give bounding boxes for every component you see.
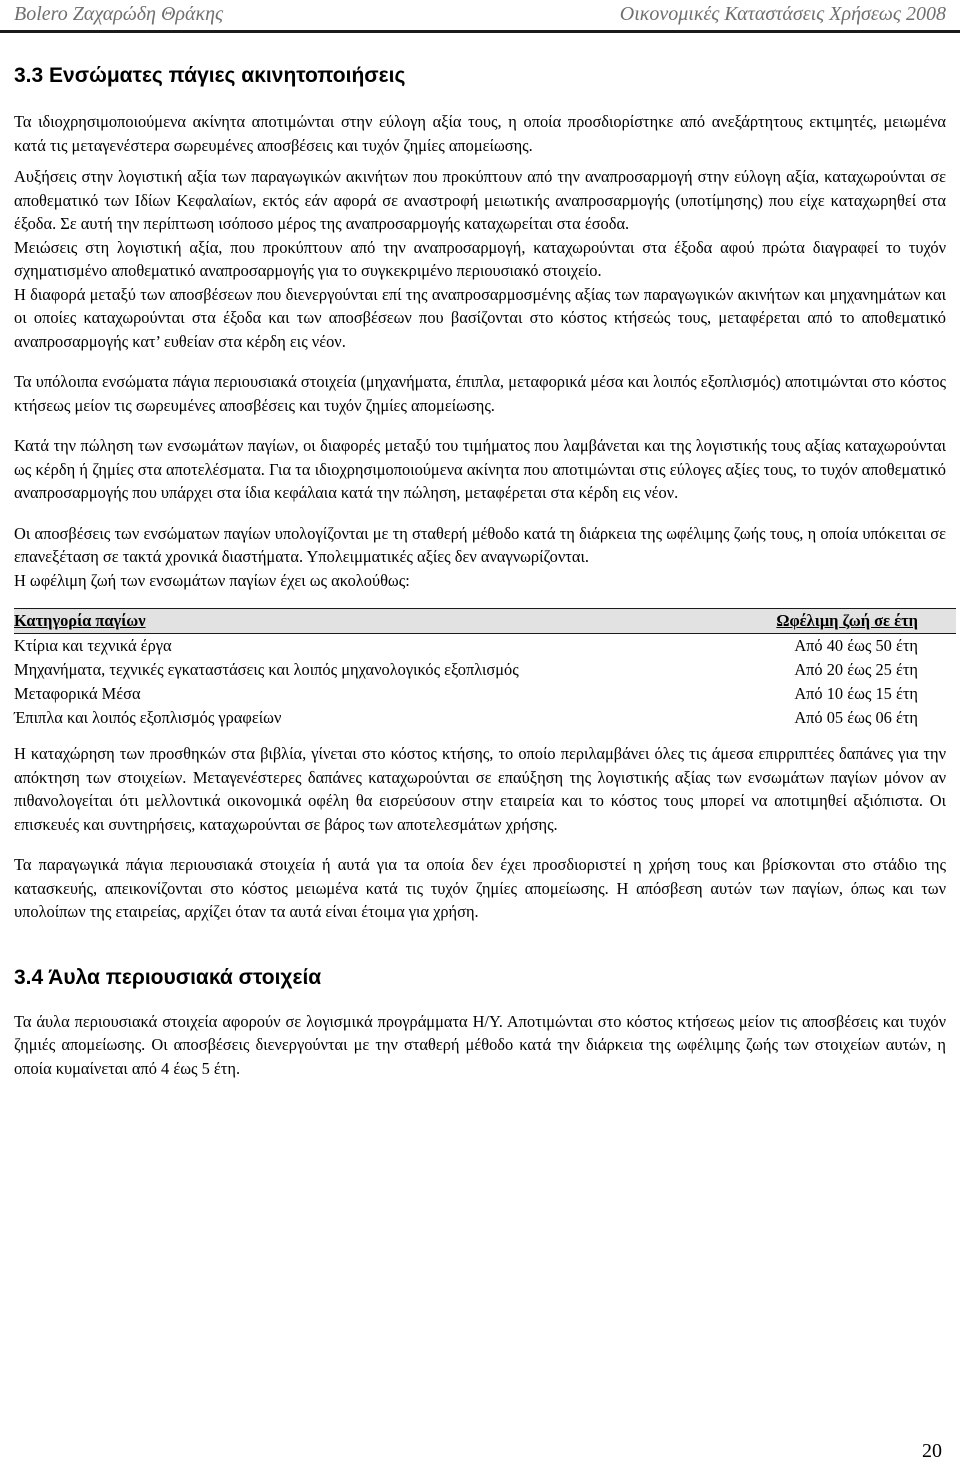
paragraph: Η ωφέλιμη ζωή των ενσωμάτων παγίων έχει ως ακολούθως: — [14, 570, 410, 590]
table-row — [14, 706, 956, 730]
header-company: Bolero Ζαχαρώδη Θράκης — [14, 3, 224, 25]
section-heading-intangible-assets: 3.4 Άυλα περιουσιακά στοιχεία — [14, 965, 322, 989]
column-header-category: Κατηγορία παγίων — [14, 611, 146, 630]
paragraph: Τα υπόλοιπα ενσώματα πάγια περιουσιακά στοιχεία (μηχανήματα, έπιπλα, μεταφορικά μέσα και λοιπός εξοπλισμός) αποτιμώνται στο κόστος κτήσεως μείον τις σωρευμένες αποσβέσεις και τυχόν ζημίες απομείωσης. — [14, 372, 946, 415]
header-document-title: Οικονομικές Καταστάσεις Χρήσεως 2008 — [619, 3, 946, 25]
cell-useful-life: Από 10 έως 15 έτη — [794, 684, 918, 703]
cell-useful-life: Από 20 έως 25 έτη — [794, 660, 918, 679]
section-heading-tangible-assets: 3.3 Ενσώματες πάγιες ακινητοποιήσεις — [14, 64, 406, 87]
table-row — [14, 682, 956, 706]
paragraph: Τα παραγωγικά πάγια περιουσιακά στοιχεία ή αυτά για τα οποία δεν έχει προσδιοριστεί η χρήση τους και βρίσκονται στο στάδιο της κατασκευής, απεικονίζονται στο κόστος μειωμένα κατά τις τυχόν ζημίες απομείωσης. Η απόσβεση αυτών των παγίων, όπως και των υπολοίπων της εταιρείας, αρχίζει όταν τα αυτά είναι έτοιμα για χρήση. — [14, 855, 946, 921]
cell-useful-life: Από 40 έως 50 έτη — [794, 636, 918, 655]
page-header — [0, 0, 960, 33]
cell-useful-life: Από 05 έως 06 έτη — [794, 708, 918, 727]
table-row — [14, 634, 956, 659]
paragraph: Η διαφορά μεταξύ των αποσβέσεων που διενεργούνται επί της αναπροσαρμοσμένης αξίας των παραγωγικών ακινήτων και μηχανημάτων και οι οποίες καταχωρούνται στα έξοδα και των αποσβέσεων που βασίζονται στο κόστος κτήσεώς τους, μεταφέρεται από το αποθεματικό αναπροσαρμογής κατ’ ευθείαν στα κέρδη εις νέον. — [14, 284, 946, 351]
paragraph: Οι αποσβέσεις των ενσώματων παγίων υπολογίζονται με τη σταθερή μέθοδο κατά τη διάρκεια της ωφέλιμης ζωής τους, η οποία υπόκειται σε επανεξέταση σε τακτά χρονικά διαστήματα. Υπολειμματικές αξίες δεν αναγνωρίζονται. — [14, 523, 946, 566]
table-row — [14, 658, 956, 682]
cell-category: Έπιπλα και λοιπός εξοπλισμός γραφείων — [14, 708, 282, 727]
table-header-row — [14, 609, 956, 634]
paragraph: Τα ιδιοχρησιμοποιούμενα ακίνητα αποτιμώνται στην εύλογη αξία τους, η οποία προσδιορίστηκε από ανεξάρτητους εκτιμητές, μειωμένα κατά τις μεταγενέστερα σωρευμένες αποσβέσεις και τυχόν ζημίες απομείωσης. — [14, 112, 946, 155]
page-number: 20 — [922, 1440, 942, 1462]
paragraph: Κατά την πώληση των ενσωμάτων παγίων, οι διαφορές μεταξύ του τιμήματος που λαμβάνεται και της λογιστικής τους αξίας καταχωρούνται ως κέρδη ή ζημίες στα αποτελέσματα. Για τα ιδιοχρησιμοποιούμενα ακίνητα που αποτιμώνται στις εύλογες αξίες τους, το τυχόν αποθεματικό αναπροσαρμογής που υπάρχει στα ίδια κεφάλαια κατά την πώληση, μεταφέρεται στα κέρδη εις νέον. — [14, 436, 946, 502]
cell-category: Μεταφορικά Μέσα — [14, 684, 141, 703]
cell-category: Μηχανήματα, τεχνικές εγκαταστάσεις και λοιπός μηχανολογικός εξοπλισμός — [14, 660, 519, 679]
paragraph: Μειώσεις στη λογιστική αξία, που προκύπτουν από την αναπροσαρμογή, καταχωρούνται στα έξοδα αφού πρώτα διαγραφεί το τυχόν σχηματισμένο αποθεματικό αναπροσαρμογής για το συγκεκριμένο περιουσιακό στοιχείο. — [14, 237, 946, 280]
page-content — [14, 64, 946, 1097]
paragraph: Τα άυλα περιουσιακά στοιχεία αφορούν σε λογισμικά προγράμματα Η/Υ. Αποτιμώνται στο κόστος κτήσεως μείον τις αποσβέσεις και τυχόν ζημιές απομείωσης. Οι αποσβέσεις διενεργούνται με την σταθερή μέθοδο κατά την διάρκεια της ωφέλιμης ζωής των στοιχείων αυτών, η οποία κυμαίνεται από 4 έως 5 έτη. — [14, 1011, 946, 1078]
paragraph: Αυξήσεις στην λογιστική αξία των παραγωγικών ακινήτων που προκύπτουν από την αναπροσαρμογή στην εύλογη αξία, καταχωρούνται σε αποθεματικό των Ιδίων Κεφαλαίων, εκτός εάν αφορά σε αναστροφή μειωτικής αναπροσαρμογής (υποτίμησης) που είχε καταχωρηθεί στα έξοδα. Σε αυτή την περίπτωση ισόποσο μέρος της αναπροσαρμογής καταχωρείται στα έσοδα. — [14, 167, 946, 233]
column-header-useful-life: Ωφέλιμη ζωή σε έτη — [776, 611, 918, 630]
paragraph: Η καταχώρηση των προσθηκών στα βιβλία, γίνεται στο κόστος κτήσης, το οποίο περιλαμβάνει όλες τις άμεσα επιρριπτέες δαπάνες για την απόκτηση των στοιχείων. Μεταγενέστερες δαπάνες καταχωρούνται σε επαύξηση της λογιστικής αξίας των ενσωμάτων παγίων μόνον αν πιθανολογείται ότι μελλοντικά οικονομικά οφέλη θα εισρεύσουν στην εταιρεία και το κόστος τους μπορεί να αποτιμηθεί αξιόπιστα. Οι επισκευές και συντηρήσεις, καταχωρούνται σε βάρος των αποτελεσμάτων χρήσης. — [14, 744, 946, 834]
cell-category: Κτίρια και τεχνικά έργα — [14, 636, 172, 655]
useful-life-table — [14, 608, 956, 730]
